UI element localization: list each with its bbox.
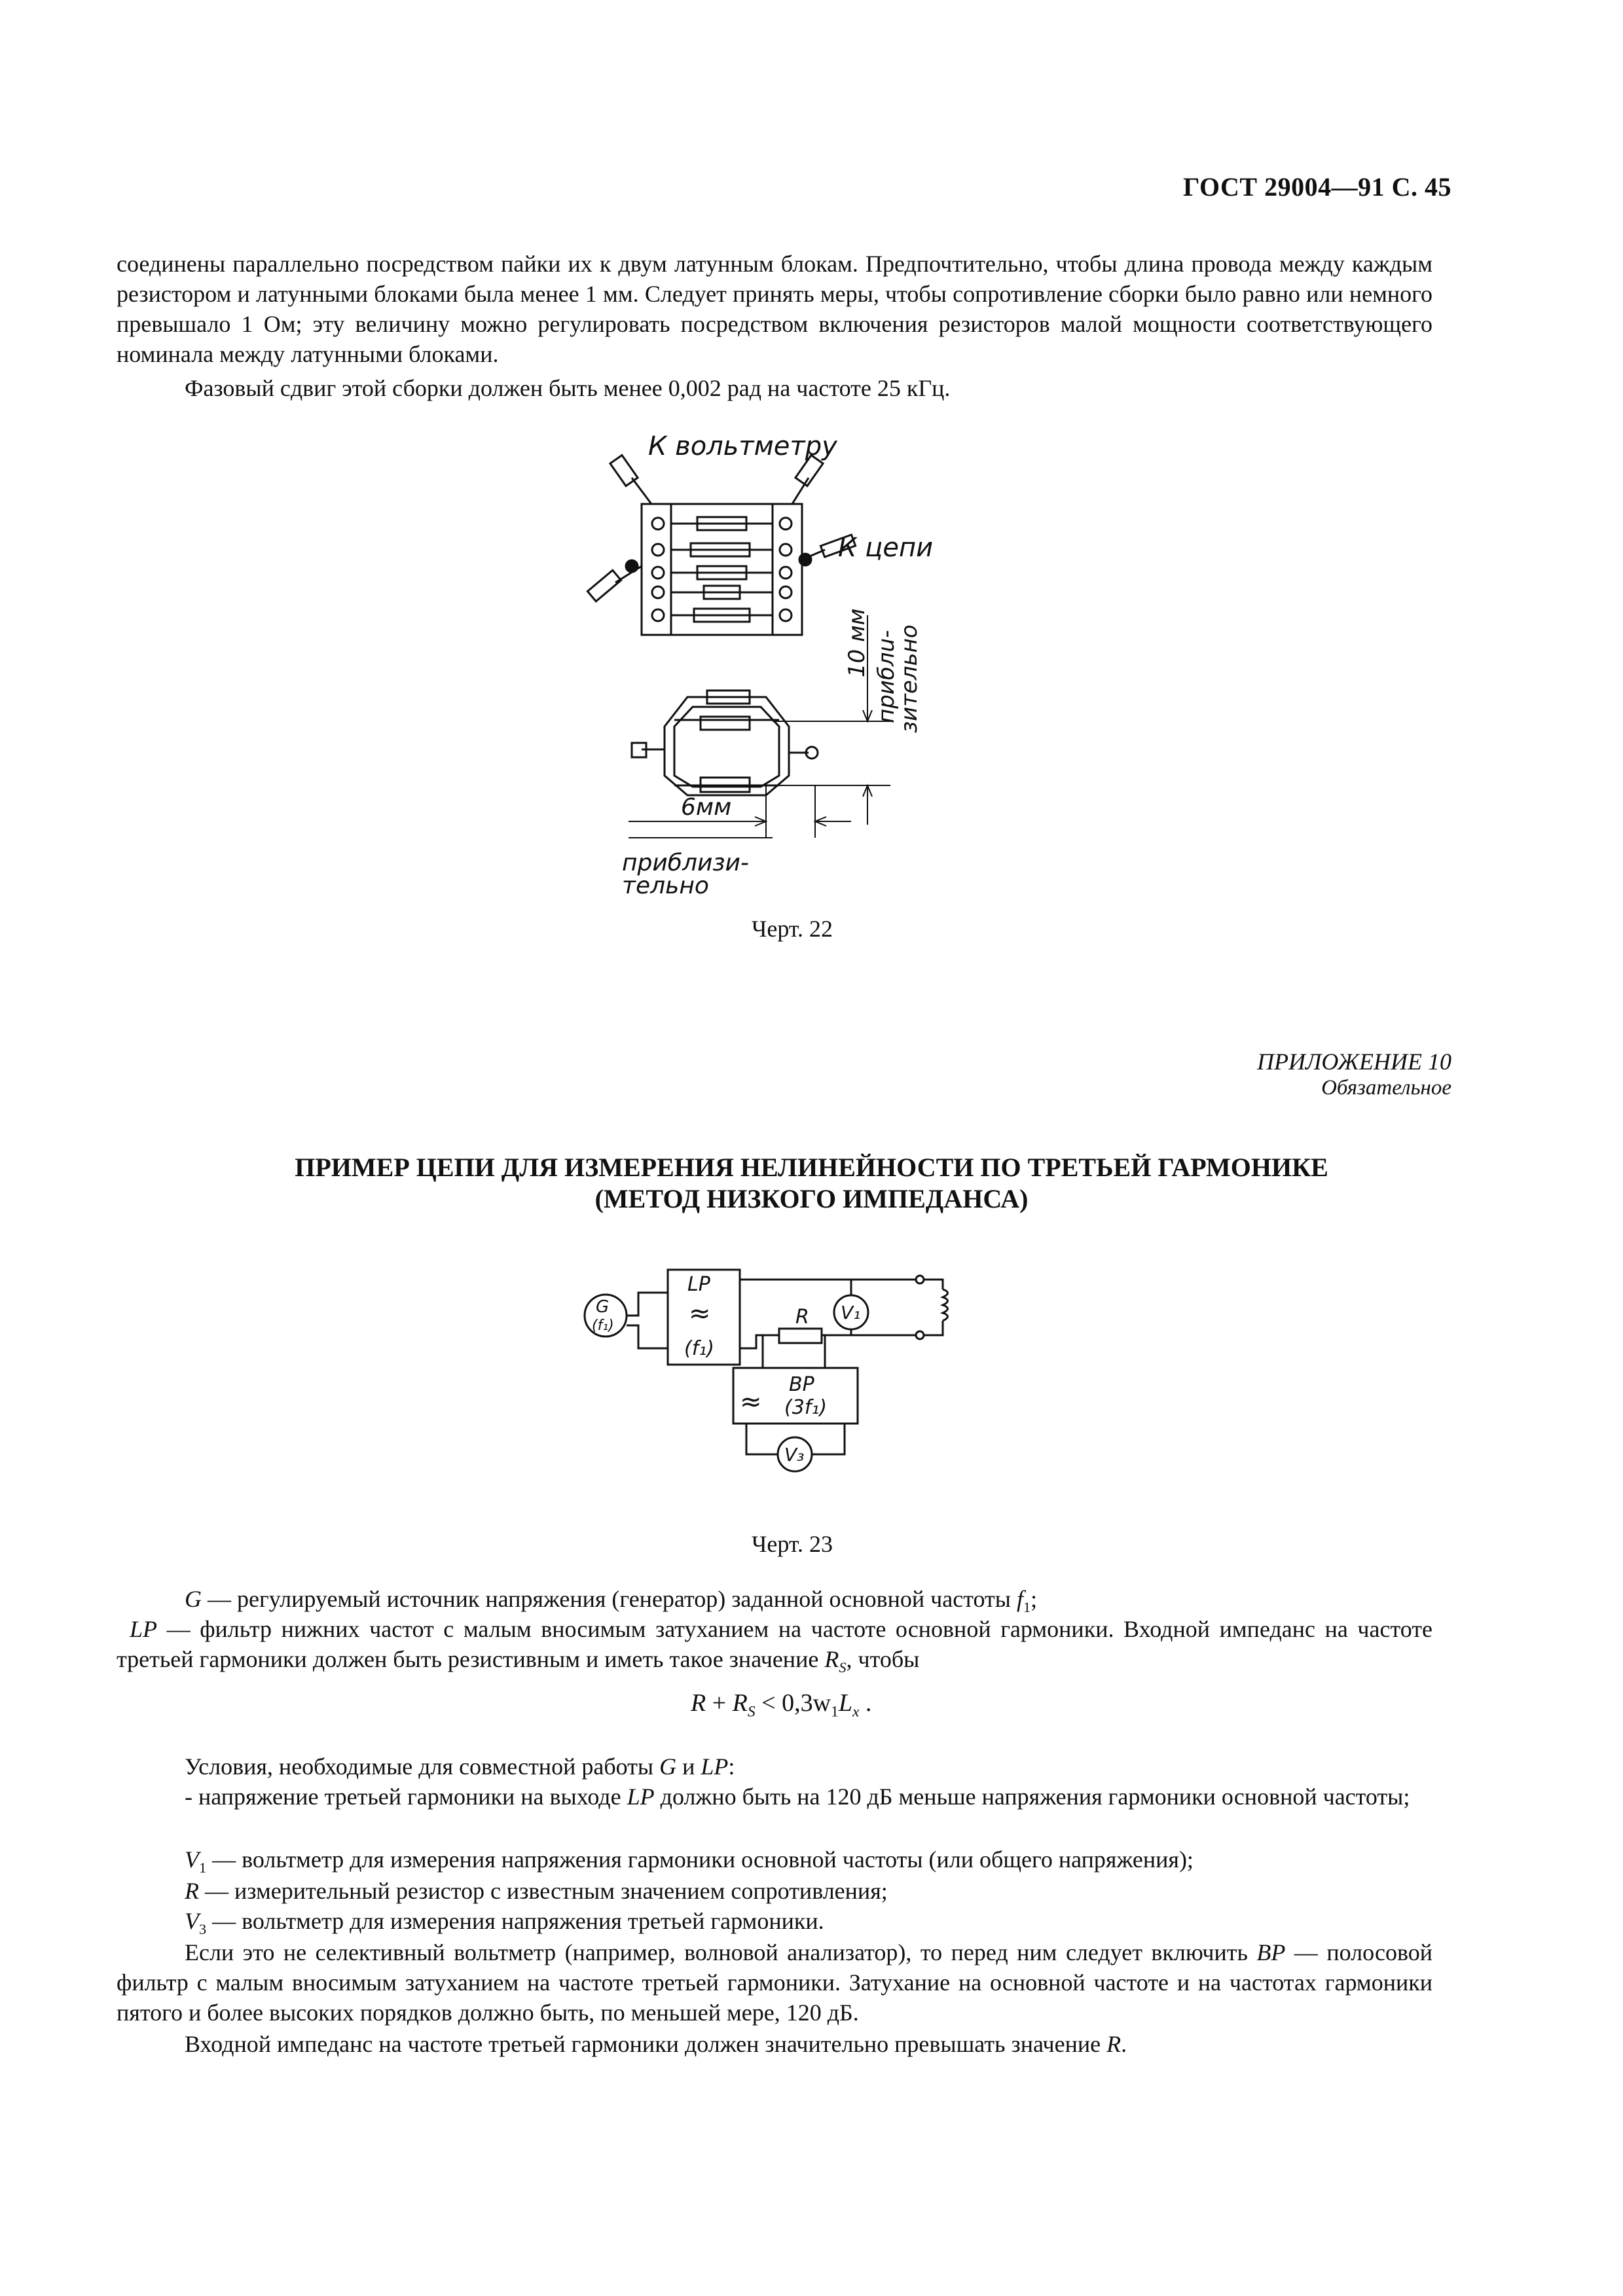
appendix-heading xyxy=(1257,1049,1451,1101)
resistor-label: R xyxy=(795,1306,809,1329)
voltmeter-v1-label: V₁ xyxy=(841,1302,861,1323)
conditions-intro: Условия, необходимые для совместной работы G и LP: xyxy=(185,1753,735,1780)
page-header: ГОСТ 29004—91 С. 45 xyxy=(1182,172,1451,202)
section-title xyxy=(117,1152,1506,1215)
voltmeter-v3-label: V₃ xyxy=(784,1444,805,1465)
input-impedance-note: Входной импеданс на частоте третьей гармоники должен значительно превышать значение R. xyxy=(185,2031,1127,2057)
generator-frequency-label: (f₁) xyxy=(592,1318,614,1334)
definition-v3: $V_3$ — вольтметр для измерения напряжения третьей гармоники. xyxy=(185,1908,824,1938)
band-pass-filter-frequency: (3f₁) xyxy=(784,1396,828,1419)
phase-shift-paragraph: Фазовый сдвиг этой сборки должен быть менее 0,002 рад на частоте 25 кГц. xyxy=(185,375,951,401)
inductor-symbol xyxy=(943,1289,948,1321)
figure-22 xyxy=(576,419,995,903)
section-title-line-1: ПРИМЕР ЦЕПИ ДЛЯ ИЗМЕРЕНИЯ НЕЛИНЕЙНОСТИ ПО ТРЕТЬЕЙ ГАРМОНИКЕ xyxy=(295,1153,1328,1182)
intro-paragraph: соединены параллельно посредством пайки их к двум латунным блокам. Предпочтительно, чтобы длина провода между каждым резистором и латунными блоками была менее 1 мм. Следует принять меры, чтобы сопротивление сборки было равно или немного превышало 1 Ом; эту величину можно регулировать посредством включения резисторов малой мощности соответствующего номинала между латунными блоками. xyxy=(117,251,1432,367)
side-view xyxy=(632,691,818,795)
figure-22-caption: Черт. 22 xyxy=(752,916,833,942)
appendix-title: ПРИЛОЖЕНИЕ 10 xyxy=(1257,1049,1451,1075)
definition-bp: Если это не селективный вольтметр (например, волновой анализатор), то перед ним следует включить BP — полосовой фильтр с малым вносимым затуханием на частоте третьей гармоники. Затухание на основной частоте и на частотах гармоники пятого и более высоких порядков должно быть, по меньшей мере, 120 дБ. xyxy=(117,1939,1432,2026)
voltmeter-lead-left xyxy=(610,455,651,504)
dimension-10mm xyxy=(773,615,890,825)
definition-lp: LP — фильтр нижних частот с малым вносимым затуханием на частоте основной гармоники. Входной импеданс на частоте третьей гармоники должен быть резистивным и иметь такое значение $R_S$, чтобы xyxy=(117,1616,1432,1676)
resistor-symbol xyxy=(779,1329,822,1343)
section-title-line-2: (МЕТОД НИЗКОГО ИМПЕДАНСА) xyxy=(594,1184,1029,1213)
label-10mm: 10 мм xyxy=(844,608,870,677)
definition-v1: $V_1$ — вольтметр для измерения напряжения гармоники основной частоты (или общего напряжения); xyxy=(185,1846,1194,1876)
resistor-row xyxy=(652,586,792,599)
circuit-lead-left xyxy=(587,560,642,601)
appendix-subtitle: Обязательное xyxy=(1321,1076,1451,1100)
low-pass-filter-symbol: ≈ xyxy=(689,1299,711,1329)
figure-23-caption: Черт. 23 xyxy=(752,1531,833,1557)
symbol-lp: LP xyxy=(130,1616,158,1642)
figure-23 xyxy=(576,1250,982,1486)
band-pass-filter-symbol: ≈ xyxy=(740,1387,762,1417)
band-pass-filter-label: BP xyxy=(789,1373,814,1396)
definition-g: G — регулируемый источник напряжения (генератор) заданной основной частоты $f_1$; xyxy=(185,1586,1038,1616)
label-approx-vertical-1: приблu- xyxy=(873,630,900,723)
voltmeter-lead-right xyxy=(792,455,823,504)
label-approx-horizontal-1: приблизи- xyxy=(622,850,749,876)
resistor-row xyxy=(652,543,792,556)
resistor-row xyxy=(652,517,792,530)
label-approx-horizontal-2: тельно xyxy=(622,872,709,899)
symbol-g: G xyxy=(185,1586,202,1612)
label-6mm: 6мм xyxy=(681,794,732,821)
condition-formula: $R + R_S < 0,3w_1L_x$ . xyxy=(691,1689,872,1721)
generator-label: G xyxy=(596,1297,610,1317)
low-pass-filter-label: LP xyxy=(687,1273,710,1296)
label-to-circuit: К цепи xyxy=(838,533,934,563)
resistor-row xyxy=(652,609,792,622)
label-to-voltmeter: К вольтметру xyxy=(648,431,837,461)
low-pass-filter-frequency: (f₁) xyxy=(684,1337,714,1360)
label-approx-vertical-2: зительно xyxy=(896,624,922,733)
resistor-row xyxy=(652,566,792,579)
condition-item: - напряжение третьей гармоники на выходе LP должно быть на 120 дБ меньше напряжения гармоники основной частоты; xyxy=(185,1784,1410,1810)
definition-r: R — измерительный резистор с известным значением сопротивления; xyxy=(185,1878,888,1904)
dimension-6mm xyxy=(629,785,851,838)
